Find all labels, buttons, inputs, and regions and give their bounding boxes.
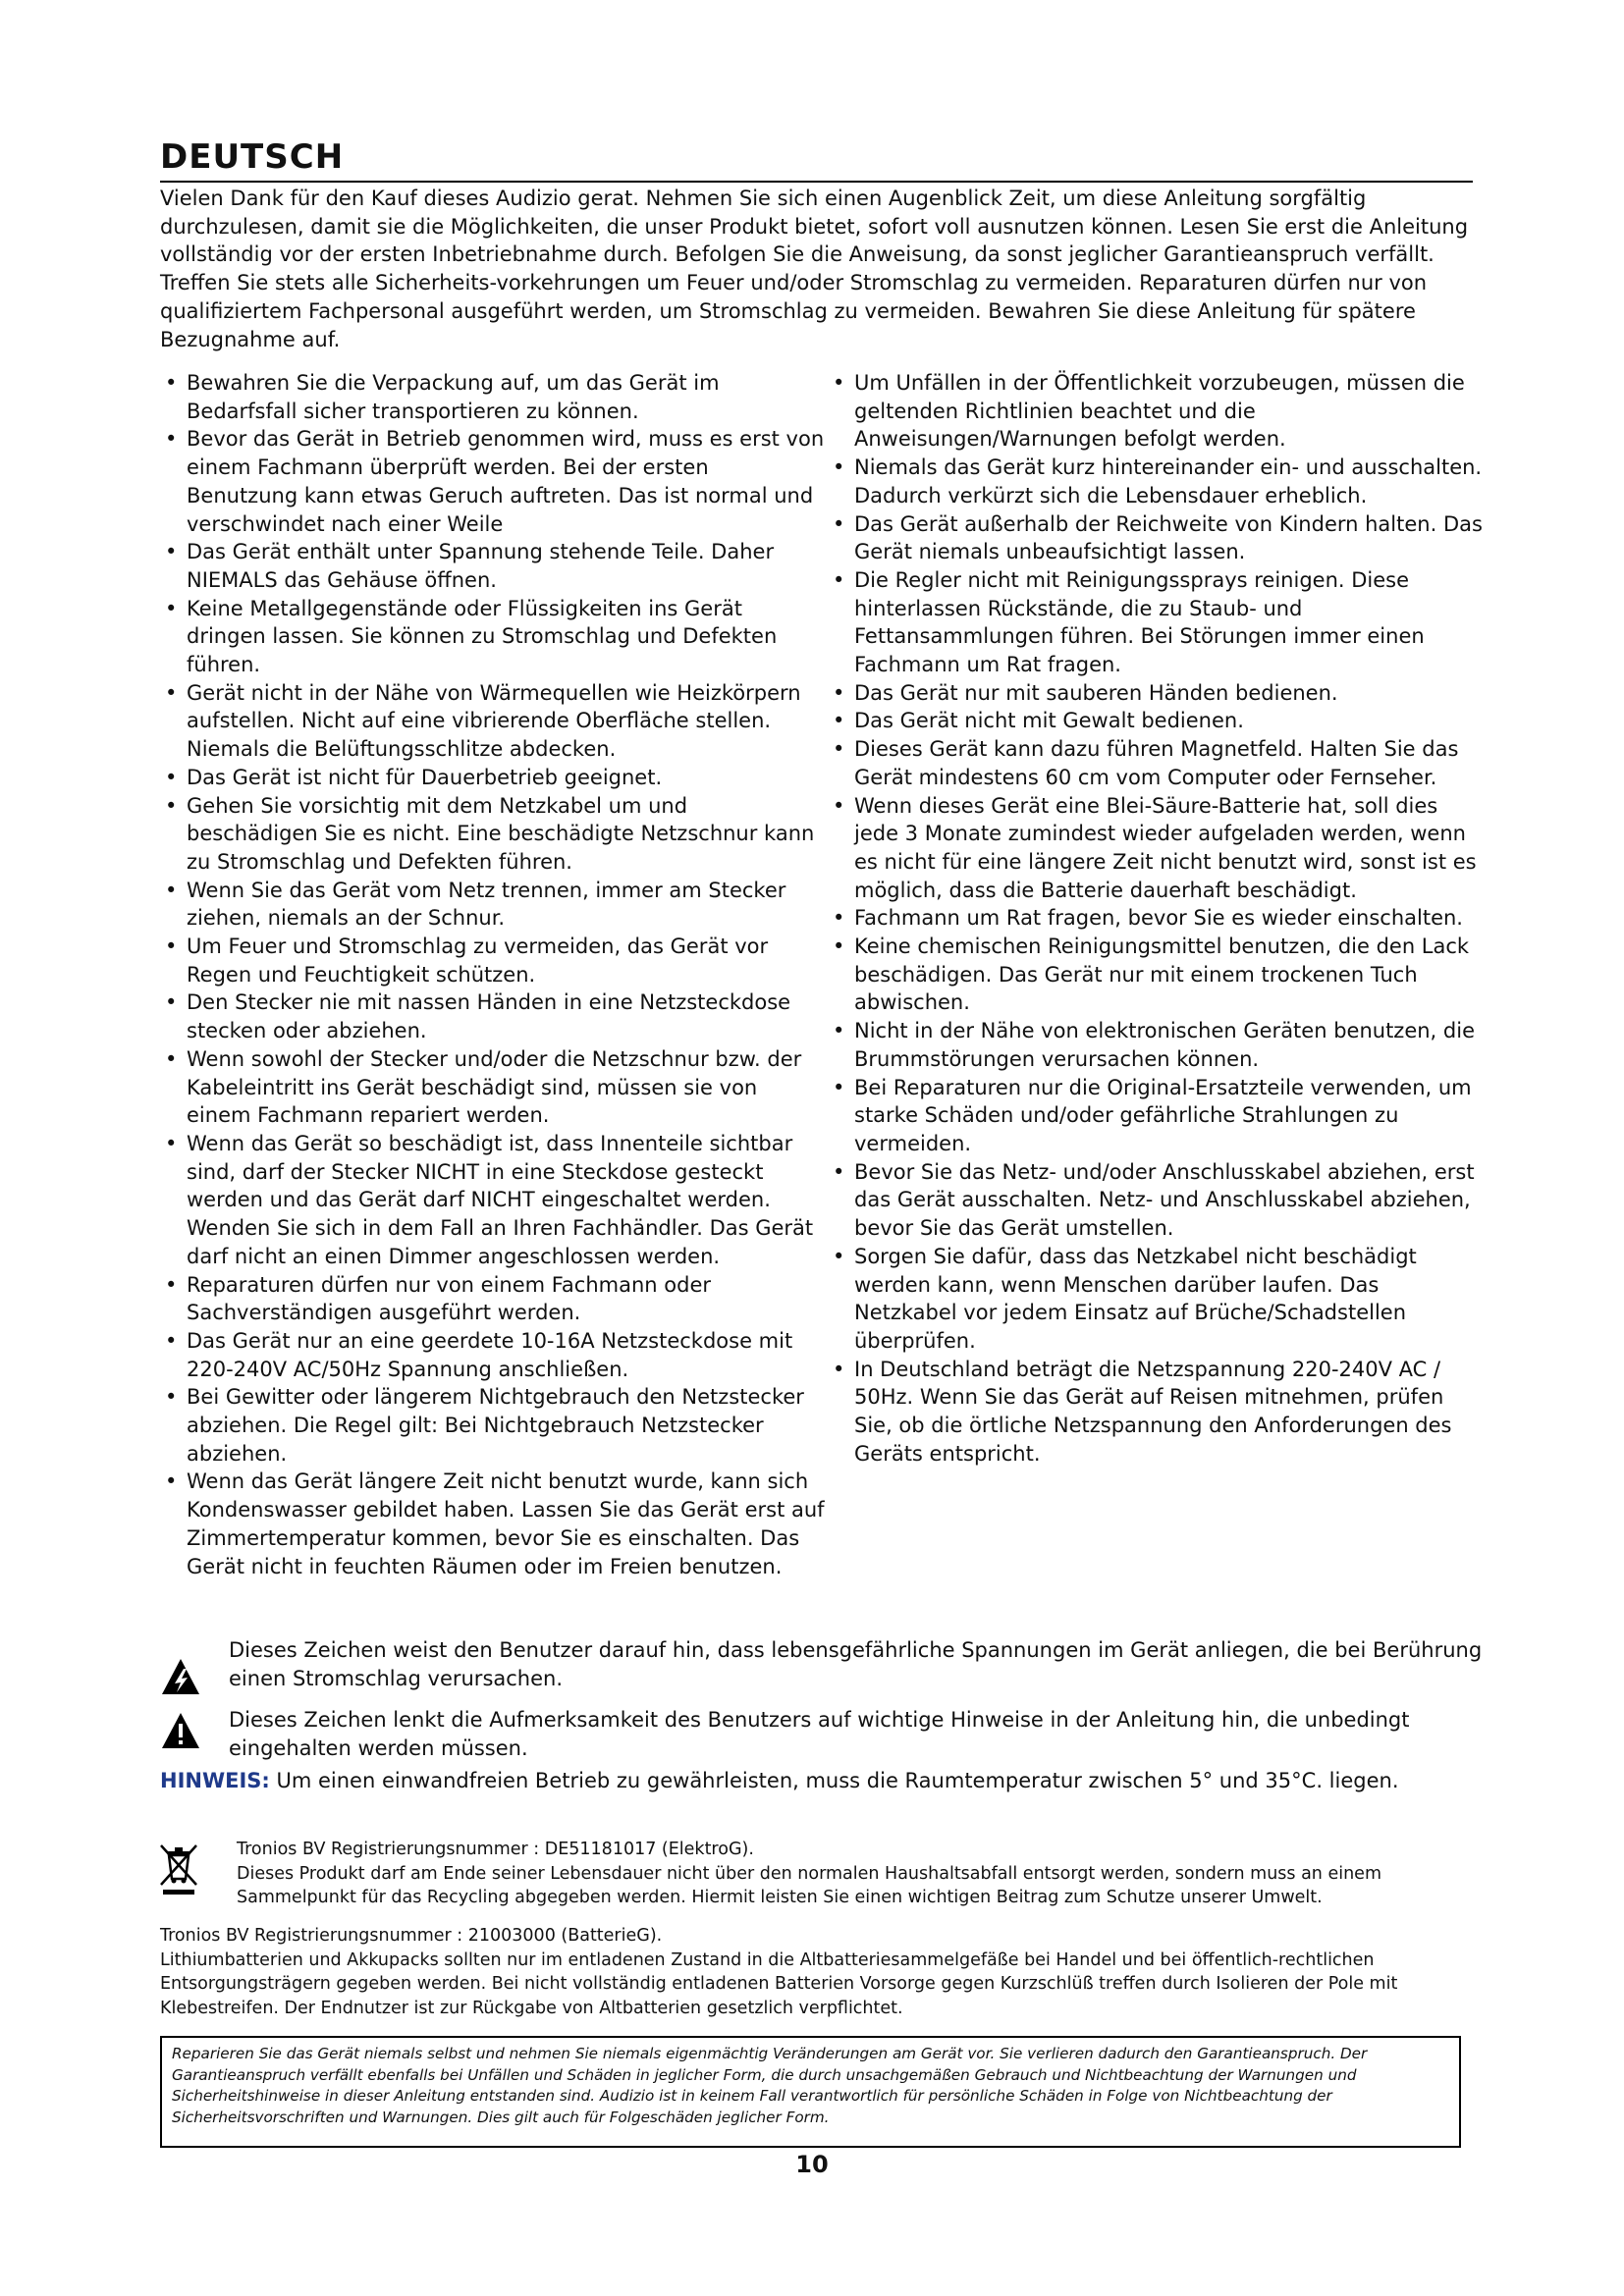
safety-list-left	[160, 369, 825, 1580]
list-item: • Gerät nicht in der Nähe von Wärmequellen wie Heizkörpern aufstellen. Nicht auf eine vibrierende Oberfläche stellen. Niemals die Belüftungsschlitze abdecken.	[160, 679, 825, 764]
list-item: • Wenn dieses Gerät eine Blei-Säure-Batterie hat, soll dies jede 3 Monate zumindest wieder aufgeladen werden, wenn es nicht für eine längere Zeit nicht benutzt wird, sonst ist es möglich, dass die Batterie dauerhaft beschädigt.	[828, 792, 1486, 905]
list-item: • Das Gerät ist nicht für Dauerbetrieb geeignet.	[160, 764, 825, 792]
hinweis-note	[160, 1767, 1473, 1795]
exclamation-warning-icon	[161, 1711, 200, 1750]
hinweis-label: HINWEIS:	[160, 1769, 270, 1792]
list-item: • Keine chemischen Reinigungsmittel benutzen, die den Lack beschädigen. Das Gerät nur mit einem trockenen Tuch abwischen.	[828, 933, 1486, 1017]
list-item: • Niemals das Gerät kurz hintereinander ein- und ausschalten. Dadurch verkürzt sich die Lebensdauer erheblich.	[828, 454, 1486, 509]
list-item: • Den Stecker nie mit nassen Händen in eine Netzsteckdose stecken oder abziehen.	[160, 988, 825, 1044]
list-item: • Um Unfällen in der Öffentlichkeit vorzubeugen, müssen die geltenden Richtlinien beachtet und die Anweisungen/Warnungen befolgt werden.	[828, 369, 1486, 454]
intro-paragraph: Vielen Dank für den Kauf dieses Audizio gerat. Nehmen Sie sich einen Augenblick Zeit, um diese Anleitung sorgfältig durchzulesen, damit sie die Möglichkeiten, die unser Produkt bietet, sofort voll ausnutzen können. Lesen Sie erst die Anleitung vollständig vor der ersten Inbetriebnahme durch. Befolgen Sie die Anweisung, da sonst jeglicher Garantieanspruch verfällt. Treffen Sie stets alle Sicherheits-vorkehrungen um Feuer und/oder Stromschlag zu vermeiden. Reparaturen dürfen nur von qualifiziertem Fachpersonal ausgeführt werden, um Stromschlag zu vermeiden. Bewahren Sie diese Anleitung für spätere Bezugnahme auf.	[160, 187, 1469, 351]
list-item: • Nicht in der Nähe von elektronischen Geräten benutzen, die Brummstörungen verursachen können.	[828, 1017, 1486, 1073]
list-item: • Gehen Sie vorsichtig mit dem Netzkabel um und beschädigen Sie es nicht. Eine beschädigte Netzschnur kann zu Stromschlag und Defekten führen.	[160, 792, 825, 877]
list-item: • Das Gerät nur mit sauberen Händen bedienen.	[828, 679, 1486, 708]
list-item: • Sorgen Sie dafür, dass das Netzkabel nicht beschädigt werden kann, wenn Menschen darüber laufen. Das Netzkabel vor jedem Einsatz auf Brüche/Schadstellen überprüfen.	[828, 1243, 1486, 1356]
list-item: • Das Gerät nicht mit Gewalt bedienen.	[828, 707, 1486, 735]
list-item: • Bevor Sie das Netz- und/oder Anschlusskabel abziehen, erst das Gerät ausschalten. Netz- und Anschlusskabel abziehen, bevor Sie das Gerät umstellen.	[828, 1158, 1486, 1243]
safety-list-right	[828, 369, 1486, 1468]
list-item: • Das Gerät enthält unter Spannung stehende Teile. Daher NIEMALS das Gehäuse öffnen.	[160, 538, 825, 594]
attention-warning-text: Dieses Zeichen lenkt die Aufmerksamkeit des Benutzers auf wichtige Hinweise in der Anleitung hin, die unbedingt eingehalten werden müssen.	[229, 1708, 1410, 1760]
list-item: • Wenn Sie das Gerät vom Netz trennen, immer am Stecker ziehen, niemals an der Schnur.	[160, 877, 825, 933]
weee-registration: Tronios BV Registrierungsnummer : DE51181017 (ElektroG).	[237, 1840, 754, 1859]
section-heading: DEUTSCH	[160, 137, 345, 177]
battery-disposal-text: Lithiumbatterien und Akkupacks sollten nur im entladenen Zustand in die Altbatteriesammelgefäße bei Handel und bei öffentlich-rechtlichen Entsorgungsträgern gegeben werden. Bei nicht vollständig entladenen Batterien Vorsorge gegen Kurzschlüß treffen durch Isolieren der Pole mit Klebestreifen. Der Endnutzer ist zur Rückgabe von Altbatterien gesetzlich verpflichtet.	[160, 1949, 1398, 2018]
list-item: • Um Feuer und Stromschlag zu vermeiden, das Gerät vor Regen und Feuchtigkeit schützen.	[160, 933, 825, 988]
lightning-warning-icon	[161, 1657, 200, 1696]
voltage-warning-text: Dieses Zeichen weist den Benutzer darauf hin, dass lebensgefährliche Spannungen im Gerät anliegen, die bei Berührung einen Stromschlag verursachen.	[229, 1638, 1483, 1690]
list-item: • Keine Metallgegenstände oder Flüssigkeiten ins Gerät dringen lassen. Sie können zu Stromschlag und Defekten führen.	[160, 595, 825, 679]
list-item: • Bei Reparaturen nur die Original-Ersatzteile verwenden, um starke Schäden und/oder gefährliche Strahlungen zu vermeiden.	[828, 1074, 1486, 1158]
list-item: • Das Gerät außerhalb der Reichweite von Kindern halten. Das Gerät niemals unbeaufsichtigt lassen.	[828, 510, 1486, 566]
list-item: • Bevor das Gerät in Betrieb genommen wird, muss es erst von einem Fachmann überprüft werden. Bei der ersten Benutzung kann etwas Geruch auftreten. Das ist normal und verschwindet nach einer Weile	[160, 425, 825, 538]
page-number: 10	[795, 2151, 829, 2178]
list-item: • Reparaturen dürfen nur von einem Fachmann oder Sachverständigen ausgeführt werden.	[160, 1271, 825, 1327]
heading-rule	[160, 181, 1473, 183]
list-item: • In Deutschland beträgt die Netzspannung 220-240V AC / 50Hz. Wenn Sie das Gerät auf Reisen mitnehmen, prüfen Sie, ob die örtliche Netzspannung den Anforderungen des Geräts entspricht.	[828, 1356, 1486, 1468]
list-item: • Das Gerät nur an eine geerdete 10-16A Netzsteckdose mit 220-240V AC/50Hz Spannung anschließen.	[160, 1327, 825, 1383]
battery-notice	[160, 1924, 1473, 2020]
list-item: • Die Regler nicht mit Reinigungssprays reinigen. Diese hinterlassen Rückstände, die zu Staub- und Fettansammlungen führen. Bei Störungen immer einen Fachmann um Rat fragen.	[828, 566, 1486, 679]
list-item: • Wenn das Gerät längere Zeit nicht benutzt wurde, kann sich Kondenswasser gebildet haben. Lassen Sie das Gerät erst auf Zimmertemperatur kommen, bevor Sie es einschalten. Das Gerät nicht in feuchten Räumen oder im Freien benutzen.	[160, 1468, 825, 1580]
warranty-notice-box: Reparieren Sie das Gerät niemals selbst und nehmen Sie niemals eigenmächtig Veränderungen am Gerät vor. Sie verlieren dadurch den Garantieanspruch. Der Garantieanspruch verfällt ebenfalls bei Unfällen und Schäden in jeglicher Form, die durch unsachgemäßen Gebrauch und Nichtbeachtung der Warnungen und Sicherheitshinweise in dieser Anleitung entstanden sind. Audizio ist in keinem Fall verantwortlich für persönliche Schäden in Folge von Nichtbeachtung der Sicherheitsvorschriften und Warnungen. Dies gilt auch für Folgeschäden jeglicher Form.	[160, 2036, 1461, 2148]
list-item: • Bewahren Sie die Verpackung auf, um das Gerät im Bedarfsfall sicher transportieren zu können.	[160, 369, 825, 425]
weee-notice	[237, 1838, 1493, 1910]
list-item: • Wenn das Gerät so beschädigt ist, dass Innenteile sichtbar sind, darf der Stecker NICHT in eine Steckdose gesteckt werden und das Gerät darf NICHT eingeschaltet werden. Wenden Sie sich in dem Fall an Ihren Fachhändler. Das Gerät darf nicht an einen Dimmer angeschlossen werden.	[160, 1130, 825, 1271]
battery-registration: Tronios BV Registrierungsnummer : 21003000 (BatterieG).	[160, 1926, 663, 1946]
list-item: • Fachmann um Rat fragen, bevor Sie es wieder einschalten.	[828, 904, 1486, 933]
list-item: • Bei Gewitter oder längerem Nichtgebrauch den Netzstecker abziehen. Die Regel gilt: Bei Nichtgebrauch Netzstecker abziehen.	[160, 1383, 825, 1468]
crossed-bin-icon	[157, 1842, 200, 1896]
list-item: • Wenn sowohl der Stecker und/oder die Netzschnur bzw. der Kabeleintritt ins Gerät beschädigt sind, müssen sie von einem Fachmann repariert werden.	[160, 1045, 825, 1130]
list-item: • Dieses Gerät kann dazu führen Magnetfeld. Halten Sie das Gerät mindestens 60 cm vom Computer oder Fernseher.	[828, 735, 1486, 791]
hinweis-text: Um einen einwandfreien Betrieb zu gewährleisten, muss die Raumtemperatur zwischen 5° und 35°C. liegen.	[269, 1769, 1399, 1792]
weee-disposal-text: Dieses Produkt darf am Ende seiner Lebensdauer nicht über den normalen Haushaltsabfall entsorgt werden, sondern muss an einem Sammelpunkt für das Recycling abgegeben werden. Hiermit leisten Sie einen wichtigen Beitrag zum Schutze unserer Umwelt.	[237, 1863, 1381, 1907]
